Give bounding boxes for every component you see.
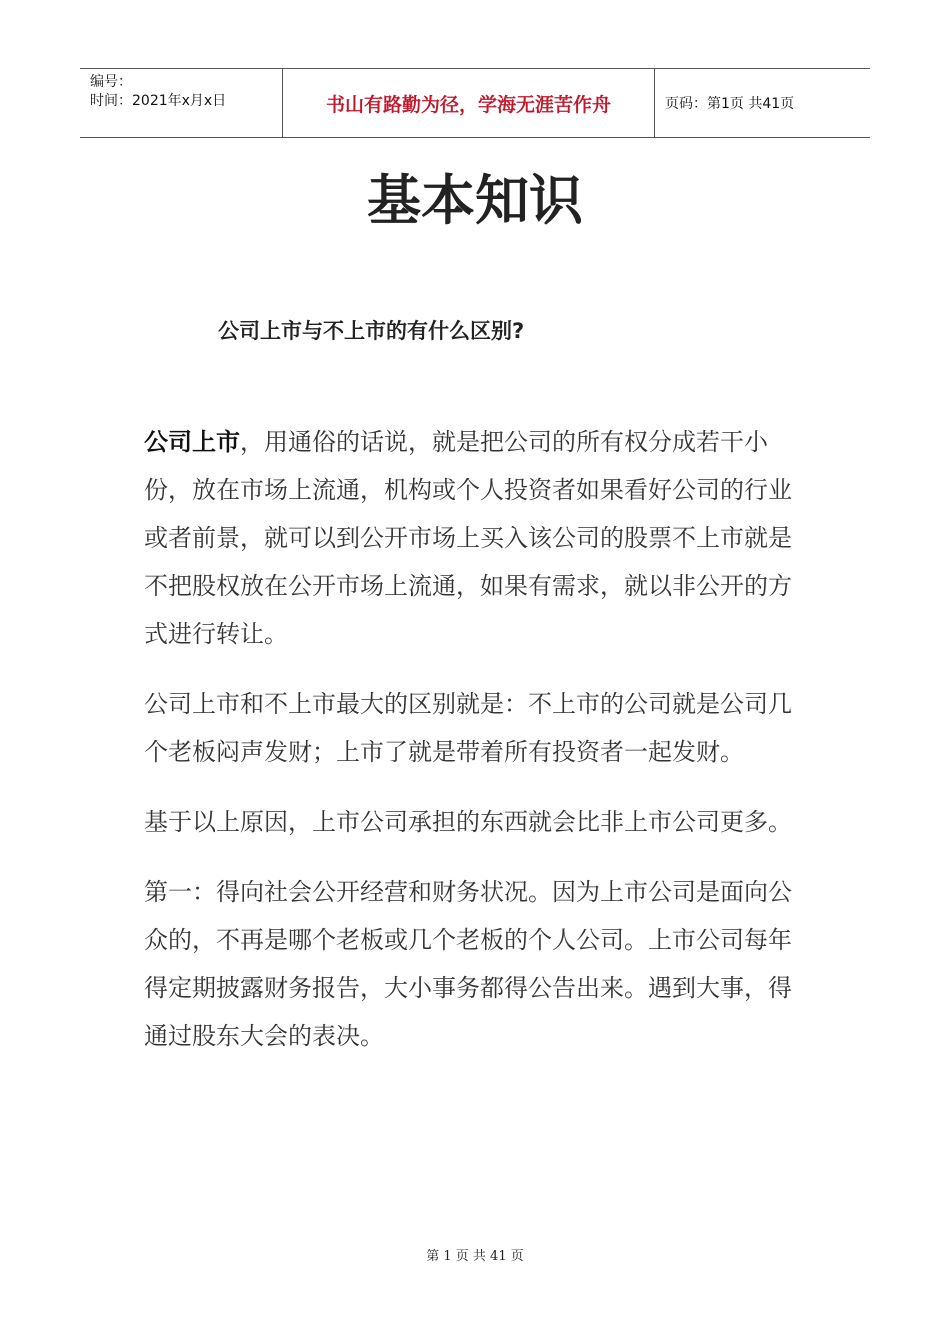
page-header (80, 68, 870, 138)
body-text (144, 418, 814, 1082)
number-label: 编号： (90, 74, 132, 90)
header-meta (80, 69, 282, 137)
paragraph-1-text: ，用通俗的话说，就是把公司的所有权分成若干小份，放在市场上流通，机构或个人投资者如果看好公司的行业或者前景，就可以到公开市场上买入该公司的股票不上市就是不把股权放在公开市场上流通，如果有需求，就以非公开的方式进行转让。 (144, 428, 792, 648)
paragraph-4: 第一：得向社会公开经营和财务状况。因为上市公司是面向公众的，不再是哪个老板或几个老板的个人公司。上市公司每年得定期披露财务报告，大小事务都得公告出来。遇到大事，得通过股东大会的表决。 (144, 878, 792, 1050)
paragraph-3: 基于以上原因，上市公司承担的东西就会比非上市公司更多。 (144, 808, 792, 836)
section-heading: 公司上市与不上市的有什么区别? (218, 319, 525, 343)
document-title: 基本知识 (367, 168, 583, 232)
paragraph-1-bold: 公司上市 (144, 428, 240, 456)
header-page-info: 页码：第1页 共41页 (665, 96, 795, 112)
header-motto: 书山有路勤为径，学海无涯苦作舟 (282, 69, 655, 137)
paragraph-1 (144, 418, 814, 658)
time-label: 时间：2021年x月x日 (90, 93, 227, 109)
page-footer: 第 1 页 共 41 页 (426, 1249, 524, 1264)
paragraph-2: 公司上市和不上市最大的区别就是：不上市的公司就是公司几个老板闷声发财；上市了就是带着所有投资者一起发财。 (144, 690, 792, 766)
